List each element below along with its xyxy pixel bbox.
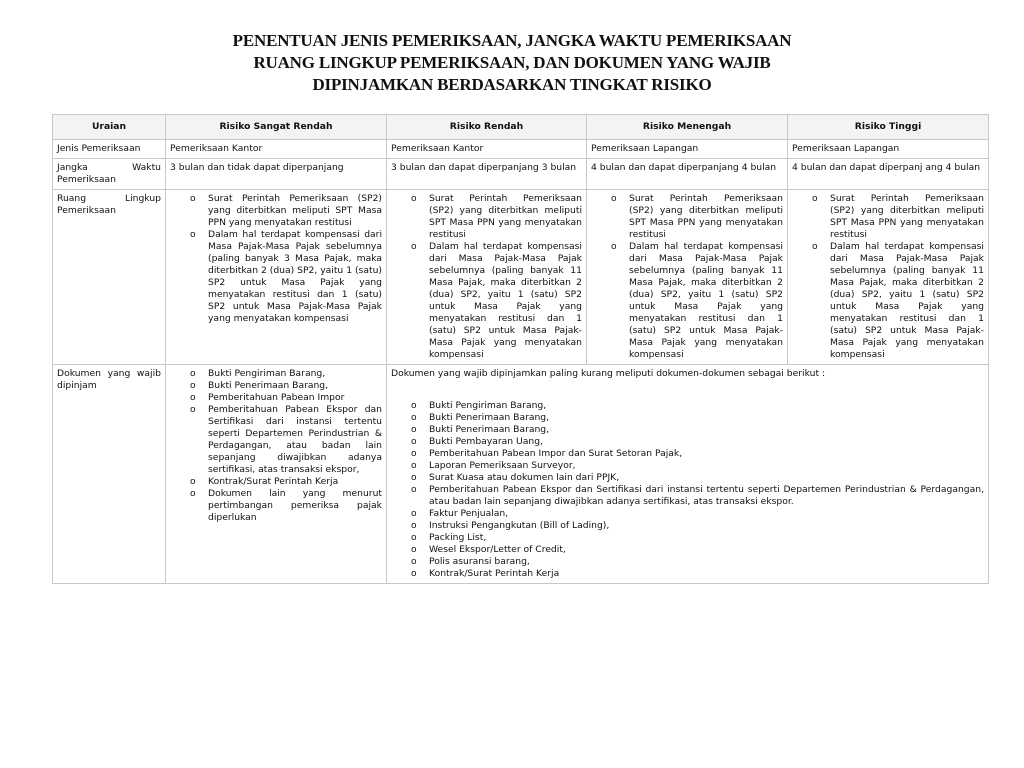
page-title	[0, 30, 1024, 96]
bullet-list	[792, 193, 984, 361]
title-line-2: RUANG LINGKUP PEMERIKSAAN, DAN DOKUMEN YANG WAJIB	[253, 53, 771, 72]
list-item: o Surat Perintah Pemeriksaan (SP2) yang diterbitkan meliputi SPT Masa PPN yang menyatakan restitusi	[208, 193, 382, 229]
header-risiko-sangat-rendah: Risiko Sangat Rendah	[166, 115, 387, 140]
table-cell	[166, 190, 387, 365]
documents-intro: Dokumen yang wajib dipinjamkan paling kurang meliputi dokumen-dokumen sebagai berikut :	[391, 368, 826, 379]
list-item: o Pemberitahuan Pabean Impor dan Surat Setoran Pajak,	[429, 448, 984, 460]
table-cell	[166, 365, 387, 584]
list-item: o Surat Perintah Pemeriksaan (SP2) yang diterbitkan meliputi SPT Masa PPN yang menyatakan restitusi	[830, 193, 984, 241]
table-cell	[788, 190, 989, 365]
header-risiko-tinggi: Risiko Tinggi	[788, 115, 989, 140]
table-cell	[387, 190, 587, 365]
table-cell: 4 bulan dan dapat diperpanjang 4 bulan	[587, 159, 788, 190]
bullet-list	[591, 193, 783, 361]
row-label: Dokumen yang wajib dipinjam	[53, 365, 166, 584]
header-uraian: Uraian	[53, 115, 166, 140]
list-item: o Dalam hal terdapat kompensasi dari Masa Pajak-Masa Pajak sebelumnya (paling banyak 3 Masa Pajak, maka diterbitkan 2 (dua) SP2, yaitu 1 (satu) SP2 untuk Masa Pajak yang menyatakan restitusi dan 1 (satu) SP2 untuk Masa Pajak-Masa Pajak yang menyatakan kompensasi	[208, 229, 382, 325]
list-item: o Bukti Penerimaan Barang,	[208, 380, 382, 392]
table-cell: Pemeriksaan Kantor	[387, 140, 587, 159]
list-item: o Dalam hal terdapat kompensasi dari Masa Pajak-Masa Pajak sebelumnya (paling banyak 11 Masa Pajak, maka diterbitkan 2 (dua) SP2, yaitu 1 (satu) SP2 untuk Masa Pajak yang menyatakan restitusi dan 1 (satu) SP2 untuk Masa Pajak-Masa Pajak yang menyatakan kompensasi	[429, 241, 582, 361]
list-item: o Dokumen lain yang menurut pertimbangan pemeriksa pajak diperlukan	[208, 488, 382, 524]
list-item: o Surat Perintah Pemeriksaan (SP2) yang diterbitkan meliputi SPT Masa PPN yang menyatakan restitusi	[629, 193, 783, 241]
list-item: o Dalam hal terdapat kompensasi dari Masa Pajak-Masa Pajak sebelumnya (paling banyak 11 Masa Pajak, maka diterbitkan 2 (dua) SP2, yaitu 1 (satu) SP2 untuk Masa Pajak yang menyatakan restitusi dan 1 (satu) SP2 untuk Masa Pajak-Masa Pajak yang menyatakan kompensasi	[830, 241, 984, 361]
list-item: o Surat Perintah Pemeriksaan (SP2) yang diterbitkan meliputi SPT Masa PPN yang menyatakan restitusi	[429, 193, 582, 241]
table-cell: Pemeriksaan Kantor	[166, 140, 387, 159]
row-label: Jangka Waktu Pemeriksaan	[53, 159, 166, 190]
row-dokumen	[53, 365, 989, 584]
bullet-list	[391, 400, 984, 580]
bullet-list	[170, 368, 382, 524]
table-cell: 4 bulan dan dapat diperpanj ang 4 bulan	[788, 159, 989, 190]
list-item: o Polis asuransi barang,	[429, 556, 984, 568]
list-item: o Bukti Pengiriman Barang,	[208, 368, 382, 380]
list-item: o Kontrak/Surat Perintah Kerja	[429, 568, 984, 580]
table-cell: 3 bulan dan tidak dapat diperpanjang	[166, 159, 387, 190]
table-header-row	[53, 115, 989, 140]
row-jangka-waktu	[53, 159, 989, 190]
table-cell: Pemeriksaan Lapangan	[788, 140, 989, 159]
list-item: o Laporan Pemeriksaan Surveyor,	[429, 460, 984, 472]
list-item: o Packing List,	[429, 532, 984, 544]
table-cell	[587, 190, 788, 365]
table-cell: Pemeriksaan Lapangan	[587, 140, 788, 159]
table-cell: 3 bulan dan dapat diperpanjang 3 bulan	[387, 159, 587, 190]
row-label: Jenis Pemeriksaan	[53, 140, 166, 159]
list-item: o Pemberitahuan Pabean Ekspor dan Sertifikasi dari instansi tertentu seperti Departemen Perindustrian & Perdagangan, atau badan lain sepanjang diwajibkan adanya sertifikasi, atas transaksi ekspor.	[429, 484, 984, 508]
list-item: o Pemberitahuan Pabean Ekspor dan Sertifikasi dari instansi tertentu seperti Departemen Perindustrian & Perdagangan, atau badan lain sepanjang diwajibkan adanya sertifikasi, atas transaksi ekspor,	[208, 404, 382, 476]
row-jenis-pemeriksaan	[53, 140, 989, 159]
bullet-list	[391, 193, 582, 361]
list-item: o Bukti Pembayaran Uang,	[429, 436, 984, 448]
list-item: o Bukti Penerimaan Barang,	[429, 412, 984, 424]
row-label: Ruang Lingkup Pemeriksaan	[53, 190, 166, 365]
list-item: o Surat Kuasa atau dokumen lain dari PPJK,	[429, 472, 984, 484]
header-risiko-menengah: Risiko Menengah	[587, 115, 788, 140]
list-item: o Bukti Pengiriman Barang,	[429, 400, 984, 412]
list-item: o Bukti Penerimaan Barang,	[429, 424, 984, 436]
list-item: o Instruksi Pengangkutan (Bill of Lading),	[429, 520, 984, 532]
title-line-1: PENENTUAN JENIS PEMERIKSAAN, JANGKA WAKTU PEMERIKSAAN	[232, 31, 792, 50]
risk-table	[52, 114, 989, 584]
list-item: o Faktur Penjualan,	[429, 508, 984, 520]
list-item: o Dalam hal terdapat kompensasi dari Masa Pajak-Masa Pajak sebelumnya (paling banyak 11 Masa Pajak, maka diterbitkan 2 (dua) SP2, yaitu 1 (satu) SP2 untuk Masa Pajak yang menyatakan restitusi dan 1 (satu) SP2 untuk Masa Pajak-Masa Pajak yang menyatakan kompensasi	[629, 241, 783, 361]
bullet-list	[170, 193, 382, 325]
title-line-3: DIPINJAMKAN BERDASARKAN TINGKAT RISIKO	[312, 75, 712, 94]
row-ruang-lingkup	[53, 190, 989, 365]
list-item: o Kontrak/Surat Perintah Kerja	[208, 476, 382, 488]
list-item: o Pemberitahuan Pabean Impor	[208, 392, 382, 404]
header-risiko-rendah: Risiko Rendah	[387, 115, 587, 140]
table-cell-merged	[387, 365, 989, 584]
list-item: o Wesel Ekspor/Letter of Credit,	[429, 544, 984, 556]
